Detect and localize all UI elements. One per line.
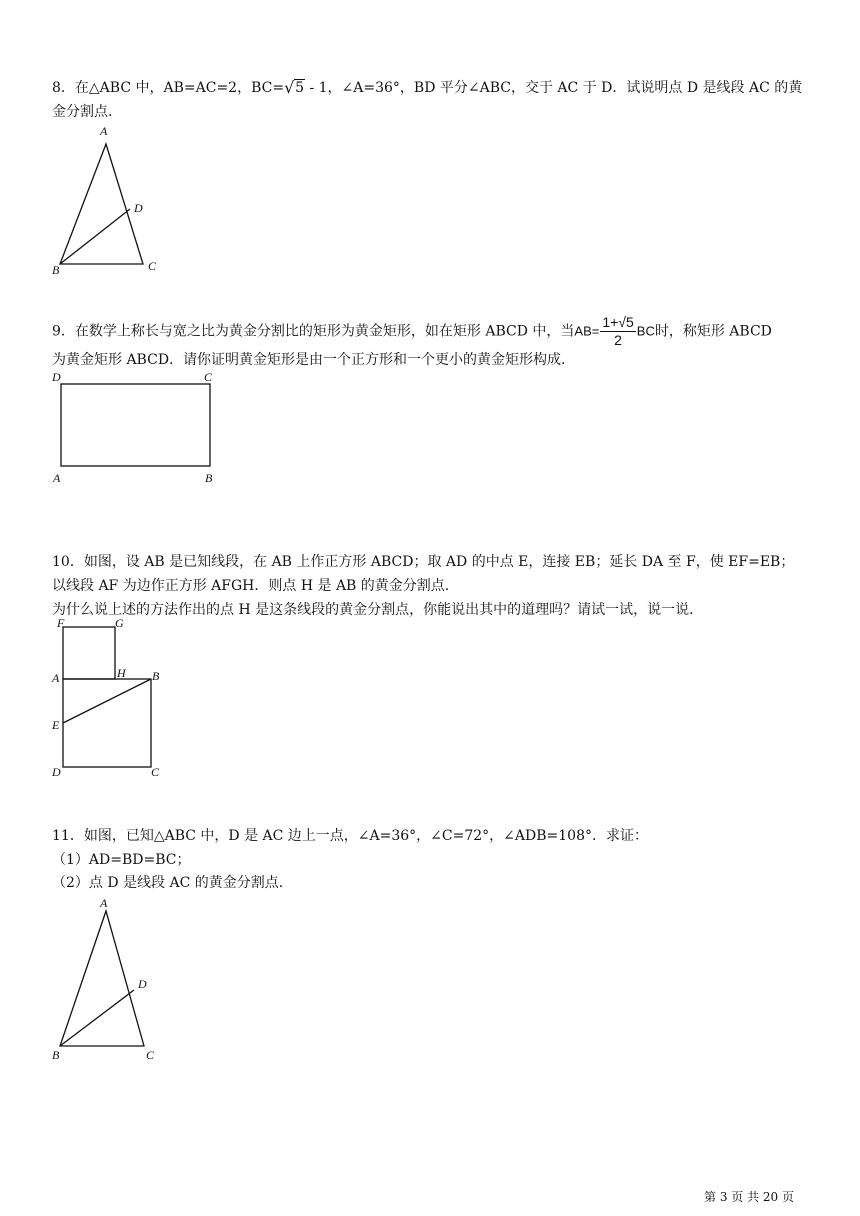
q11-label-c: C bbox=[146, 1048, 155, 1062]
q8-text-a: 8．在△ABC 中，AB=AC=2，BC= bbox=[52, 80, 285, 96]
q11-line-3: （2）点 D 是线段 AC 的黄金分割点． bbox=[52, 875, 293, 891]
q10-label-b: B bbox=[152, 669, 160, 683]
q10-label-f: F bbox=[57, 616, 65, 630]
q10-square-figure bbox=[48, 614, 178, 782]
q10-label-e: E bbox=[52, 718, 60, 732]
q10-label-a: A bbox=[52, 671, 60, 685]
q10-label-c: C bbox=[151, 765, 160, 779]
q9-text-a: 9．在数学上称长与宽之比为黄金分割比的矩形为黄金矩形，如在矩形 ABCD 中，当 bbox=[52, 323, 575, 340]
q11-line-2: （1）AD=BD=BC； bbox=[52, 852, 191, 868]
q8-triangle-figure bbox=[48, 122, 168, 282]
q9-text-b: 时，称矩形 ABCD bbox=[654, 323, 772, 340]
q11-triangle-figure bbox=[48, 894, 168, 1066]
q11-label-d: D bbox=[138, 977, 147, 991]
q9-rectangle-figure bbox=[48, 368, 228, 490]
q8-label-d: D bbox=[134, 201, 143, 215]
q8-text-b: - 1，∠A=36°，BD 平分∠ABC，交于 AC 于 D．试说明点 D 是线段 AC 的黄 bbox=[305, 80, 803, 96]
q9-label-d: D bbox=[52, 370, 61, 384]
q8-label-c: C bbox=[148, 259, 157, 273]
q9-line-2: 为黄金矩形 ABCD．请你证明黄金矩形是由一个正方形和一个更小的黄金矩形构成． bbox=[52, 352, 576, 368]
q10-label-d: D bbox=[52, 765, 61, 779]
page-number: 第 3 页 共 20 页 bbox=[704, 1190, 794, 1204]
q10-line-3: 为什么说上述的方法作出的点 H 是这条线段的黄金分割点，你能说出其中的道理吗？请试一试，说一说． bbox=[52, 602, 704, 618]
q10-label-h: H bbox=[117, 666, 126, 680]
q9-label-b: B bbox=[205, 471, 213, 485]
sqrt-expression: √ 5 bbox=[284, 78, 304, 97]
q10-line-1: 10．如图，设 AB 是已知线段，在 AB 上作正方形 ABCD；取 AD 的中点 E，连接 EB；延长 DA 至 F，使 EF=EB； bbox=[52, 554, 795, 570]
q11-label-a: A bbox=[100, 896, 108, 910]
q8-label-a: A bbox=[100, 124, 108, 138]
q8-line-1 bbox=[52, 78, 802, 98]
q9-label-c: C bbox=[204, 370, 213, 384]
q11-line-1: 11．如图，已知△ABC 中，D 是 AC 边上一点，∠A=36°，∠C=72°，∠ADB=108°．求证： bbox=[52, 828, 648, 844]
q9-label-a: A bbox=[53, 471, 61, 485]
q9-line-1: 9．在数学上称长与宽之比为黄金分割比的矩形为黄金矩形，如在矩形 ABCD 中，当AB= $\frac{1+√5}{2}$ BC时，称矩形 ABCD bbox=[52, 314, 772, 348]
q10-line-2: 以线段 AF 为边作正方形 AFGH．则点 H 是 AB 的黄金分割点． bbox=[52, 578, 459, 594]
q11-label-b: B bbox=[52, 1048, 60, 1062]
q8-label-b: B bbox=[52, 263, 60, 277]
q10-label-g: G bbox=[115, 616, 124, 630]
golden-ratio-fraction: $\frac{1+√5}{2}$ bbox=[602, 314, 634, 348]
q8-line-2: 金分割点． bbox=[52, 104, 122, 120]
